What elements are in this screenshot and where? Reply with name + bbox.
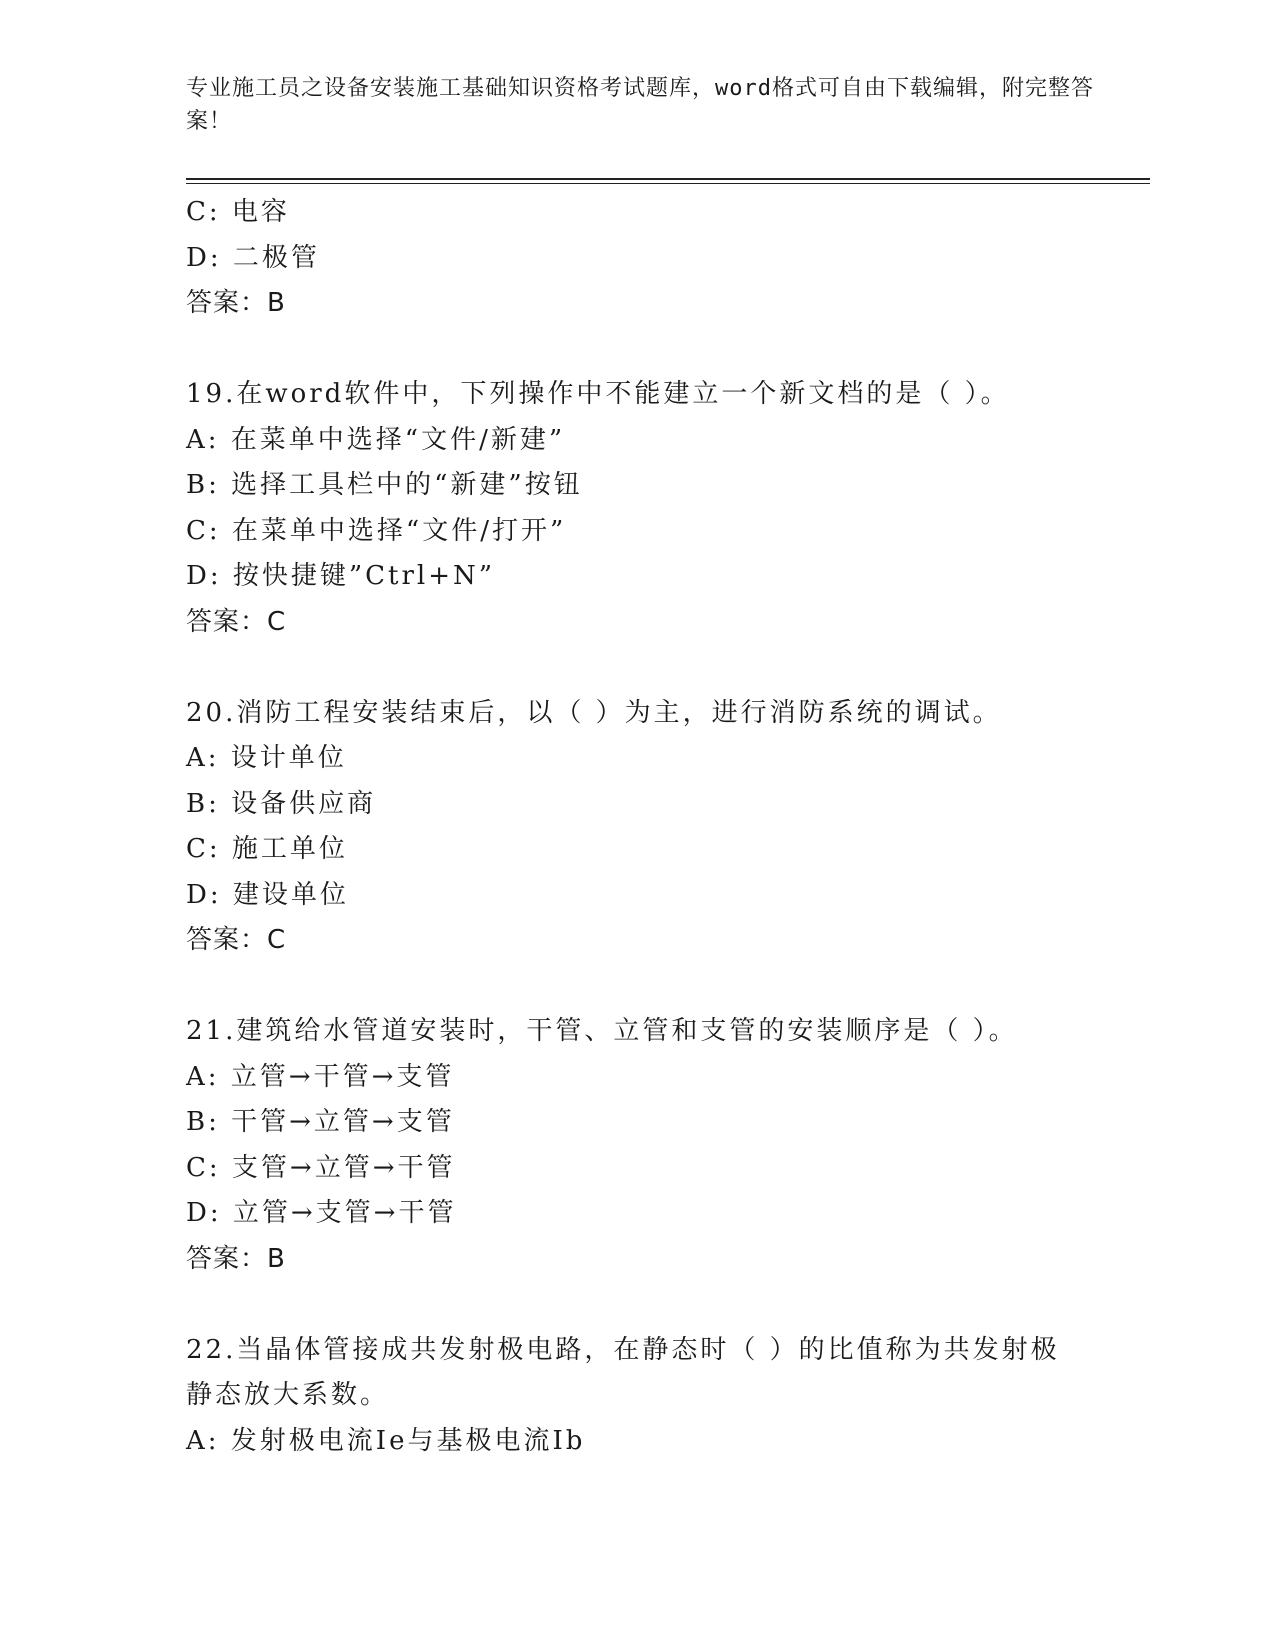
- option-c: C: 施工单位: [186, 834, 348, 864]
- option-b: B: 干管→立管→支管: [186, 1107, 455, 1137]
- answer-line: 答案：B: [186, 1243, 286, 1274]
- option-c: C: 在菜单中选择“文件/打开”: [186, 515, 567, 546]
- question-20: [186, 691, 1106, 964]
- page-header: 专业施工员之设备安装施工基础知识资格考试题库，word格式可自由下载编辑，附完整答案！: [186, 76, 1094, 134]
- option-a: A: 发射极电流Ie与基极电流Ib: [186, 1425, 586, 1456]
- question-22: [186, 1328, 1106, 1465]
- option-c: C: 支管→立管→干管: [186, 1152, 456, 1183]
- option-d: D: 二极管: [186, 242, 320, 273]
- prev-question: [186, 190, 1106, 327]
- option-a: A: 立管→干管→支管: [186, 1061, 455, 1092]
- option-d: D: 立管→支管→干管: [186, 1198, 457, 1228]
- question-21: [186, 1009, 1106, 1282]
- question-stem: 20.消防工程安装结束后，以（ ）为主，进行消防系统的调试。: [186, 697, 1002, 728]
- option-b: B: 设备供应商: [186, 788, 377, 819]
- question-stem: 21.建筑给水管道安装时，干管、立管和支管的安装顺序是（ ）。: [186, 1016, 1018, 1046]
- answer-line: 答案：C: [186, 925, 287, 955]
- spacer: [186, 1282, 1106, 1328]
- option-d: D: 按快捷键”Ctrl+N”: [186, 561, 496, 591]
- header-rule-thick: [186, 178, 1150, 180]
- option-a: A: 设计单位: [186, 743, 347, 773]
- question-stem: 19.在word软件中，下列操作中不能建立一个新文档的是（ ）。: [186, 379, 1010, 409]
- option-b: B: 选择工具栏中的“新建”按钮: [186, 470, 583, 500]
- option-c: C: 电容: [186, 197, 290, 227]
- document-body: [186, 190, 1106, 1464]
- spacer: [186, 645, 1106, 691]
- question-stem: 22.当晶体管接成共发射极电路，在静态时（ ）的比值称为共发射极静态放大系数。: [186, 1334, 1060, 1410]
- spacer: [186, 964, 1106, 1010]
- answer-line: 答案：B: [186, 288, 286, 318]
- answer-line: 答案：C: [186, 606, 287, 637]
- spacer: [186, 327, 1106, 373]
- option-d: D: 建设单位: [186, 879, 349, 910]
- header-rule-thin: [186, 183, 1150, 184]
- option-a: A: 在菜单中选择“文件/新建”: [186, 424, 566, 455]
- question-19: [186, 372, 1106, 645]
